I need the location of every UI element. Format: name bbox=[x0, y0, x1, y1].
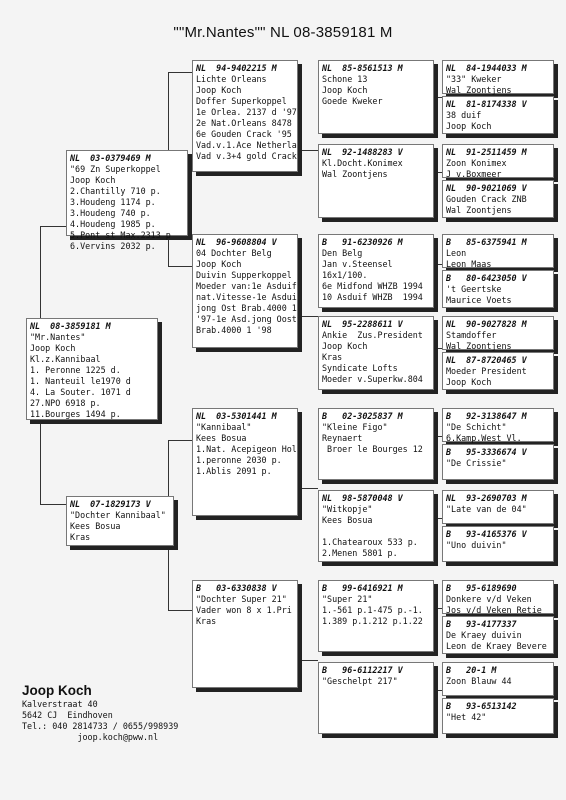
pedigree-line: Zoon Blauw 44 bbox=[446, 676, 512, 686]
ancestor-card bbox=[442, 616, 554, 654]
ring-number: NL 03-5301441 M bbox=[196, 411, 277, 421]
pedigree-line: 4. La Souter. 1071 d bbox=[30, 387, 131, 397]
breeder-contact bbox=[22, 683, 178, 743]
pedigree-line: 1.Nat. Acepigeon Hol bbox=[196, 444, 297, 454]
connector-line bbox=[434, 264, 442, 265]
pedigree-line: Kras bbox=[196, 616, 217, 626]
ring-number: B 92-3138647 M bbox=[446, 411, 527, 421]
ancestor-card bbox=[318, 580, 434, 652]
connector-line bbox=[298, 150, 318, 151]
ancestor-card bbox=[318, 60, 434, 134]
pedigree-line: Wal Zoontjens bbox=[446, 85, 512, 95]
pedigree-line: 1.-561 p.1-475 p.-1. bbox=[322, 605, 423, 615]
pedigree-line: Joop Koch bbox=[30, 343, 76, 353]
pedigree-line: Schone 13 bbox=[322, 74, 368, 84]
pedigree-line: Wal Zoontjens bbox=[446, 341, 512, 351]
ring-number: B 95-3336674 V bbox=[446, 447, 527, 457]
pedigree-line: 2.Chantilly 710 p. bbox=[70, 186, 161, 196]
ring-number: NL 84-1944033 M bbox=[446, 63, 527, 73]
pedigree-line: 6.Kamp.West Vl. bbox=[446, 433, 522, 443]
pedigree-line: "Kleine Figo" bbox=[322, 422, 388, 432]
pedigree-line: 6e Gouden Crack '95 bbox=[196, 129, 292, 139]
pedigree-line: 27.NPO 6918 p. bbox=[30, 398, 101, 408]
pedigree-line: Den Belg bbox=[322, 248, 363, 258]
contact-line: Tel.: 040 2814733 / 0655/998939 bbox=[22, 721, 179, 731]
granddam-paternal-card bbox=[192, 234, 298, 348]
ancestor-card bbox=[442, 180, 554, 218]
pedigree-line: 38 duif bbox=[446, 110, 482, 120]
contact-line: 5642 CJ Eindhoven bbox=[22, 710, 113, 720]
pedigree-line: 1.389 p.1.212 p.1.22 bbox=[322, 616, 423, 626]
pedigree-line: Brab.4000 1 '98 bbox=[196, 325, 272, 335]
ring-number: B 20-1 M bbox=[446, 665, 497, 675]
pedigree-line: jong Ost Brab.4000 1 bbox=[196, 303, 297, 313]
ring-number: NL 94-9402215 M bbox=[196, 63, 277, 73]
pedigree-line: "33" Kweker bbox=[446, 74, 502, 84]
pedigree-line: 't Geertske bbox=[446, 284, 502, 294]
pedigree-line: Moeder van:1e Asduif bbox=[196, 281, 297, 291]
pedigree-line: Kl.z.Kannibaal bbox=[30, 354, 101, 364]
pedigree-line: Lichte Orleans bbox=[196, 74, 267, 84]
pedigree-line: Leon Maas bbox=[446, 259, 492, 269]
ring-number: NL 93-2690703 M bbox=[446, 493, 527, 503]
ring-number: NL 90-9027828 M bbox=[446, 319, 527, 329]
pedigree-line: Vad v.3+4 gold Crack bbox=[196, 151, 297, 161]
ancestor-card bbox=[442, 580, 554, 614]
pedigree-line: "69 Zn Superkoppel bbox=[70, 164, 161, 174]
pedigree-line: Vad.v.1.Ace Netherla bbox=[196, 140, 297, 150]
pedigree-line: "Super 21" bbox=[322, 594, 373, 604]
pedigree-line: 11.Bourges 1494 p. bbox=[30, 409, 121, 419]
ancestor-card bbox=[318, 490, 434, 562]
dam-card bbox=[66, 496, 174, 546]
pedigree-line: Joop Koch bbox=[322, 341, 368, 351]
ancestor-card bbox=[442, 698, 554, 734]
pedigree-line: "Dochter Kannibaal" bbox=[70, 510, 166, 520]
connector-line bbox=[40, 420, 41, 504]
pedigree-line: Kras bbox=[322, 352, 343, 362]
pedigree-line: Reynaert bbox=[322, 433, 363, 443]
ring-number: B 02-3025837 M bbox=[322, 411, 403, 421]
ancestor-card bbox=[442, 270, 554, 308]
pedigree-line: Gouden Crack ZNB bbox=[446, 194, 527, 204]
ring-number: NL 08-3859181 M bbox=[30, 321, 111, 331]
pedigree-line: 1. Nanteuil le1970 d bbox=[30, 376, 131, 386]
pedigree-line: Wal Zoontjens bbox=[322, 169, 388, 179]
pedigree-line: Vader won 8 x 1.Pri bbox=[196, 605, 292, 615]
ring-number: NL 87-8720465 V bbox=[446, 355, 527, 365]
granddam-maternal-card bbox=[192, 580, 298, 688]
pedigree-line: "De Crissie" bbox=[446, 458, 507, 468]
pedigree-line: 1. Peronne 1225 d. bbox=[30, 365, 121, 375]
ring-number: B 93-4177337 bbox=[446, 619, 517, 629]
ring-number: NL 91-2511459 M bbox=[446, 147, 527, 157]
pedigree-line: Joop Koch bbox=[196, 85, 242, 95]
ring-number: NL 92-1488283 V bbox=[322, 147, 403, 157]
pedigree-line: 1.peronne 2030 p. bbox=[196, 455, 282, 465]
ancestor-card bbox=[442, 234, 554, 268]
connector-line bbox=[434, 608, 442, 609]
pedigree-line: nat.Vitesse-1e Asdui bbox=[196, 292, 297, 302]
pedigree-line: Donkere v/d Veken bbox=[446, 594, 532, 604]
pedigree-line: Duivin Supperkoppel bbox=[196, 270, 292, 280]
connector-line bbox=[434, 97, 442, 98]
pedigree-line: '97-1e Asd.jong Oost bbox=[196, 314, 297, 324]
pedigree-line: Doffer Superkoppel bbox=[196, 96, 287, 106]
pedigree-line: "Mr.Nantes" bbox=[30, 332, 86, 342]
pedigree-line: 3.Houdeng 740 p. bbox=[70, 208, 151, 218]
grandsire-maternal-card bbox=[192, 408, 298, 516]
ancestor-card bbox=[442, 352, 554, 390]
pedigree-line: Ankie Zus.President bbox=[322, 330, 423, 340]
pedigree-line: "Dochter Super 21" bbox=[196, 594, 287, 604]
ancestor-card bbox=[318, 662, 434, 734]
ancestor-card bbox=[442, 60, 554, 94]
pedigree-line: Joop Koch bbox=[446, 121, 492, 131]
ring-number: NL 90-9021069 V bbox=[446, 183, 527, 193]
pedigree-line: "Late van de 04" bbox=[446, 504, 527, 514]
pedigree-line: Joop Koch bbox=[196, 259, 242, 269]
connector-line bbox=[40, 226, 41, 318]
ring-number: B 80-6423050 V bbox=[446, 273, 527, 283]
connector-line bbox=[434, 518, 442, 519]
ring-number: B 03-6330838 V bbox=[196, 583, 277, 593]
pedigree-line: 2.Menen 5801 p. bbox=[322, 548, 398, 558]
pedigree-line: Maurice Voets bbox=[446, 295, 512, 305]
connector-line bbox=[434, 690, 442, 691]
pedigree-line: Kees Bosua bbox=[70, 521, 121, 531]
ring-number: NL 81-8174338 V bbox=[446, 99, 527, 109]
pedigree-line: Broer le Bourges 12 bbox=[322, 444, 423, 454]
ring-number: B 91-6230926 M bbox=[322, 237, 403, 247]
ancestor-card bbox=[318, 408, 434, 480]
ring-number: NL 98-5870048 V bbox=[322, 493, 403, 503]
ring-number: B 95-6189690 bbox=[446, 583, 517, 593]
ancestor-card bbox=[442, 444, 554, 480]
ring-number: NL 85-8561513 M bbox=[322, 63, 403, 73]
pedigree-line: 1.Ablis 2091 p. bbox=[196, 466, 272, 476]
ancestor-card bbox=[442, 408, 554, 442]
pedigree-line: Moeder v.Superkw.804 bbox=[322, 374, 423, 384]
pedigree-line: 04 Dochter Belg bbox=[196, 248, 272, 258]
ring-number: NL 07-1829173 V bbox=[70, 499, 151, 509]
pedigree-line: Kl.Docht.Konimex bbox=[322, 158, 403, 168]
connector-line bbox=[168, 72, 192, 73]
pedigree-line: 6e Midfond WHZB 1994 bbox=[322, 281, 423, 291]
page-title: ""Mr.Nantes"" NL 08-3859181 M bbox=[173, 24, 393, 41]
pedigree-line: Leon de Kraey Bevere bbox=[446, 641, 547, 651]
pedigree-line: 1e Orlea. 2137 d '97 bbox=[196, 107, 297, 117]
pedigree-line: "Uno duivin" bbox=[446, 540, 507, 550]
connector-line bbox=[168, 266, 192, 267]
pedigree-line: Kees Bosua bbox=[196, 433, 247, 443]
pedigree-line: Jos v/d Veken Retie bbox=[446, 605, 542, 615]
ancestor-card bbox=[442, 662, 554, 696]
pedigree-line: 2e Nat.Orleans 8478 bbox=[196, 118, 292, 128]
connector-line bbox=[434, 172, 442, 173]
ancestor-card bbox=[318, 234, 434, 308]
grandsire-paternal-card bbox=[192, 60, 298, 172]
ancestor-card bbox=[442, 526, 554, 562]
pedigree-line: Joop Koch bbox=[446, 377, 492, 387]
pedigree-line: 16x1/100. bbox=[322, 270, 368, 280]
ancestor-card bbox=[442, 96, 554, 134]
pedigree-line: Moeder President bbox=[446, 366, 527, 376]
pedigree-line: Joop Koch bbox=[70, 175, 116, 185]
connector-line bbox=[434, 348, 442, 349]
connector-line bbox=[298, 488, 318, 489]
connector-line bbox=[168, 546, 169, 610]
ring-number: B 93-4165376 V bbox=[446, 529, 527, 539]
ring-number: B 93-6513142 bbox=[446, 701, 517, 711]
ancestor-card bbox=[318, 144, 434, 218]
pedigree-line: Goede Kweker bbox=[322, 96, 383, 106]
connector-line bbox=[168, 440, 169, 496]
pedigree-line: 5.Pont st Max.2313 p bbox=[70, 230, 171, 240]
pedigree-subject-card bbox=[26, 318, 158, 420]
pedigree-line: Jan v.Steensel bbox=[322, 259, 393, 269]
pedigree-line: "Witkopje" bbox=[322, 504, 373, 514]
ring-number: B 99-6416921 M bbox=[322, 583, 403, 593]
contact-email: joop.koch@pww.nl bbox=[22, 732, 159, 742]
pedigree-line: Joop Koch bbox=[322, 85, 368, 95]
breeder-name: Joop Koch bbox=[22, 683, 92, 698]
pedigree-line: Syndicate Lofts bbox=[322, 363, 398, 373]
connector-line bbox=[168, 440, 192, 441]
ring-number: NL 95-2288611 V bbox=[322, 319, 403, 329]
pedigree-line: De Kraey duivin bbox=[446, 630, 522, 640]
contact-line: Kalverstraat 40 bbox=[22, 699, 98, 709]
pedigree-line bbox=[322, 526, 430, 537]
pedigree-line: "De Schicht" bbox=[446, 422, 507, 432]
pedigree-line: 3.Houdeng 1174 p. bbox=[70, 197, 156, 207]
sire-card bbox=[66, 150, 188, 251]
pedigree-line: Zoon Konimex bbox=[446, 158, 507, 168]
connector-line bbox=[298, 316, 318, 317]
pedigree-line: J v.Boxmeer bbox=[446, 169, 502, 179]
pedigree-line: "Kannibaal" bbox=[196, 422, 252, 432]
connector-line bbox=[40, 226, 66, 227]
pedigree-line: 6.Vervins 2032 p. bbox=[70, 241, 156, 251]
pedigree-line: Leon bbox=[446, 248, 467, 258]
pedigree-line: Kees Bosua bbox=[322, 515, 373, 525]
connector-line bbox=[168, 610, 192, 611]
ancestor-card bbox=[442, 490, 554, 524]
ring-number: B 96-6112217 V bbox=[322, 665, 403, 675]
ring-number: NL 96-9608804 V bbox=[196, 237, 277, 247]
ancestor-card bbox=[318, 316, 434, 390]
ring-number: B 85-6375941 M bbox=[446, 237, 527, 247]
ancestor-card bbox=[442, 316, 554, 350]
connector-line bbox=[434, 436, 442, 437]
connector-line bbox=[40, 504, 66, 505]
pedigree-line: 4.Houdeng 1985 p. bbox=[70, 219, 156, 229]
connector-line bbox=[168, 72, 169, 150]
pedigree-line: Stamdoffer bbox=[446, 330, 497, 340]
pedigree-line: Wal Zoontjens bbox=[446, 205, 512, 215]
pedigree-line: 1.Chatearoux 533 p. bbox=[322, 537, 418, 547]
pedigree-line: "Geschelpt 217" bbox=[322, 676, 398, 686]
pedigree-line: Kras bbox=[70, 532, 91, 542]
pedigree-line: 10 Asduif WHZB 1994 bbox=[322, 292, 423, 302]
ring-number: NL 03-0379469 M bbox=[70, 153, 151, 163]
connector-line bbox=[298, 660, 318, 661]
pedigree-line: "Het 42" bbox=[446, 712, 487, 722]
ancestor-card bbox=[442, 144, 554, 178]
